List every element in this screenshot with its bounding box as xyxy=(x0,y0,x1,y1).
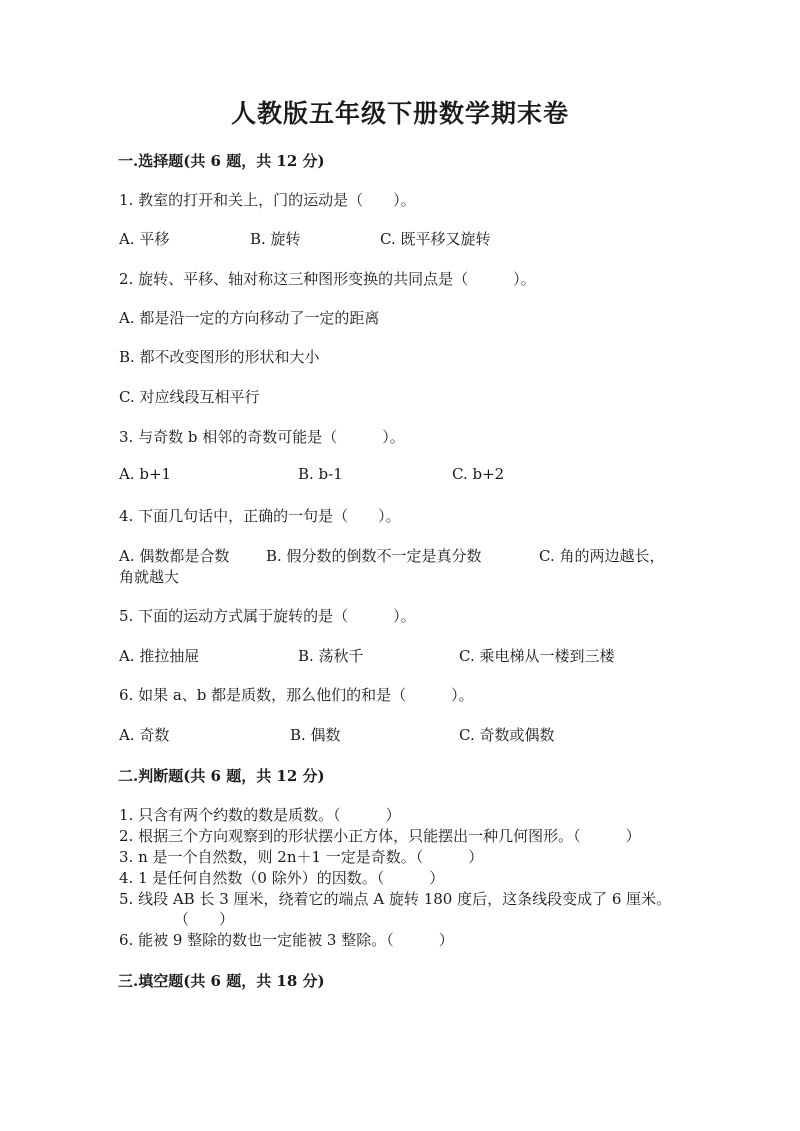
option-5a: A. 推拉抽屉 xyxy=(119,647,200,665)
option-5c: C. 乘电梯从一楼到三楼 xyxy=(459,647,615,665)
section-heading-judgment: 二.判断题(共 6 题，共 12 分) xyxy=(118,767,325,785)
option-5b: B. 荡秋千 xyxy=(298,647,364,665)
section-heading-choice: 一.选择题(共 6 题，共 12 分) xyxy=(118,152,325,170)
option-4c-continued: 角就越大 xyxy=(119,568,180,586)
question-3: 3. 与奇数 b 相邻的奇数可能是（ ）。 xyxy=(119,428,405,446)
option-4a: A. 偶数都是合数 xyxy=(119,547,230,565)
question-1: 1. 教室的打开和关上，门的运动是（ ）。 xyxy=(119,191,416,209)
judgment-item-4: 4. 1 是任何自然数（0 除外）的因数。（ ） xyxy=(119,869,445,887)
option-2a: A. 都是沿一定的方向移动了一定的距离 xyxy=(119,309,380,327)
judgment-item-6: 6. 能被 9 整除的数也一定能被 3 整除。（ ） xyxy=(119,931,454,949)
question-5: 5. 下面的运动方式属于旋转的是（ ）。 xyxy=(119,607,416,625)
option-6a: A. 奇数 xyxy=(119,726,170,744)
option-1a: A. 平移 xyxy=(119,230,170,248)
judgment-item-2: 2. 根据三个方向观察到的形状摆小正方体，只能摆出一种几何图形。（ ） xyxy=(119,827,641,845)
option-6c: C. 奇数或偶数 xyxy=(459,726,555,744)
option-2c: C. 对应线段互相平行 xyxy=(119,388,260,406)
question-4: 4. 下面几句话中，正确的一句是（ ）。 xyxy=(119,507,401,525)
judgment-item-5: 5. 线段 AB 长 3 厘米，绕着它的端点 A 旋转 180 度后，这条线段变成了 6 厘米。 xyxy=(119,890,672,908)
question-6: 6. 如果 a、b 都是质数，那么他们的和是（ ）。 xyxy=(119,686,474,704)
option-3c: C. b+2 xyxy=(452,465,505,483)
option-4c: C. 角的两边越长， xyxy=(539,547,665,565)
section-heading-fill-in: 三.填空题(共 6 题，共 18 分) xyxy=(118,972,325,990)
question-2: 2. 旋转、平移、轴对称这三种图形变换的共同点是（ ）。 xyxy=(119,270,536,288)
judgment-item-5-continued: （ ） xyxy=(174,910,235,928)
option-3a: A. b+1 xyxy=(119,465,172,483)
page-title: 人教版五年级下册数学期末卷 xyxy=(230,99,569,128)
option-4b: B. 假分数的倒数不一定是真分数 xyxy=(266,547,482,565)
option-3b: B. b-1 xyxy=(298,465,343,483)
judgment-item-3: 3. n 是一个自然数，则 2n＋1 一定是奇数。（ ） xyxy=(119,848,484,866)
judgment-item-1: 1. 只含有两个约数的数是质数。（ ） xyxy=(119,806,401,824)
option-1b: B. 旋转 xyxy=(250,230,301,248)
option-1c: C. 既平移又旋转 xyxy=(380,230,491,248)
option-2b: B. 都不改变图形的形状和大小 xyxy=(119,348,320,366)
option-6b: B. 偶数 xyxy=(290,726,341,744)
